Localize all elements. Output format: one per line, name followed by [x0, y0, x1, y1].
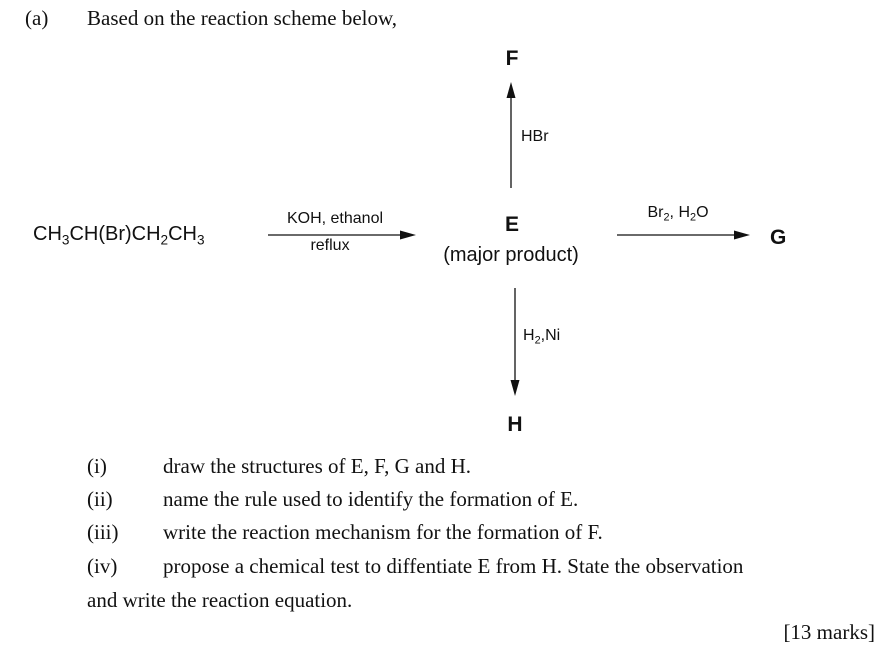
marks-label: [13 marks]: [783, 620, 875, 644]
product-F: F: [505, 47, 519, 70]
question-intro: Based on the reaction scheme below,: [87, 6, 398, 30]
task-text: write the reaction mechanism for the formation of F.: [163, 520, 603, 544]
task-number: (iv): [87, 554, 118, 578]
product-H: H: [507, 413, 523, 436]
major-product-note: (major product): [443, 244, 579, 266]
task-number: (ii): [87, 487, 113, 511]
reagent-h2-ni: $H_2,Ni$: [523, 327, 561, 347]
reagent-br2-h2o: $Br_2$, $H_2O$: [647, 204, 709, 224]
task-text-continuation: and write the reaction equation.: [87, 588, 353, 612]
product-G: G: [770, 226, 787, 249]
product-E: E: [504, 213, 520, 236]
arrow-to-F: [507, 82, 516, 188]
task-number: (iii): [87, 520, 119, 544]
arrow-to-G: [617, 231, 750, 240]
condition-reflux: reflux: [310, 237, 350, 254]
reagent-koh-ethanol: KOH, ethanol: [286, 210, 384, 227]
reactant-formula: $CH_3CH(Br)CH_2CH_3$: [33, 223, 205, 248]
task-number: (i): [87, 454, 107, 478]
task-text: name the rule used to identify the formation of E.: [163, 487, 579, 511]
reagent-HBr: HBr: [521, 128, 549, 145]
arrow-to-H: [511, 288, 520, 396]
task-text: draw the structures of E, F, G and H.: [163, 454, 471, 478]
task-text: propose a chemical test to diffentiate E from H. State the observation: [163, 554, 744, 578]
question-label: (a): [25, 6, 49, 30]
